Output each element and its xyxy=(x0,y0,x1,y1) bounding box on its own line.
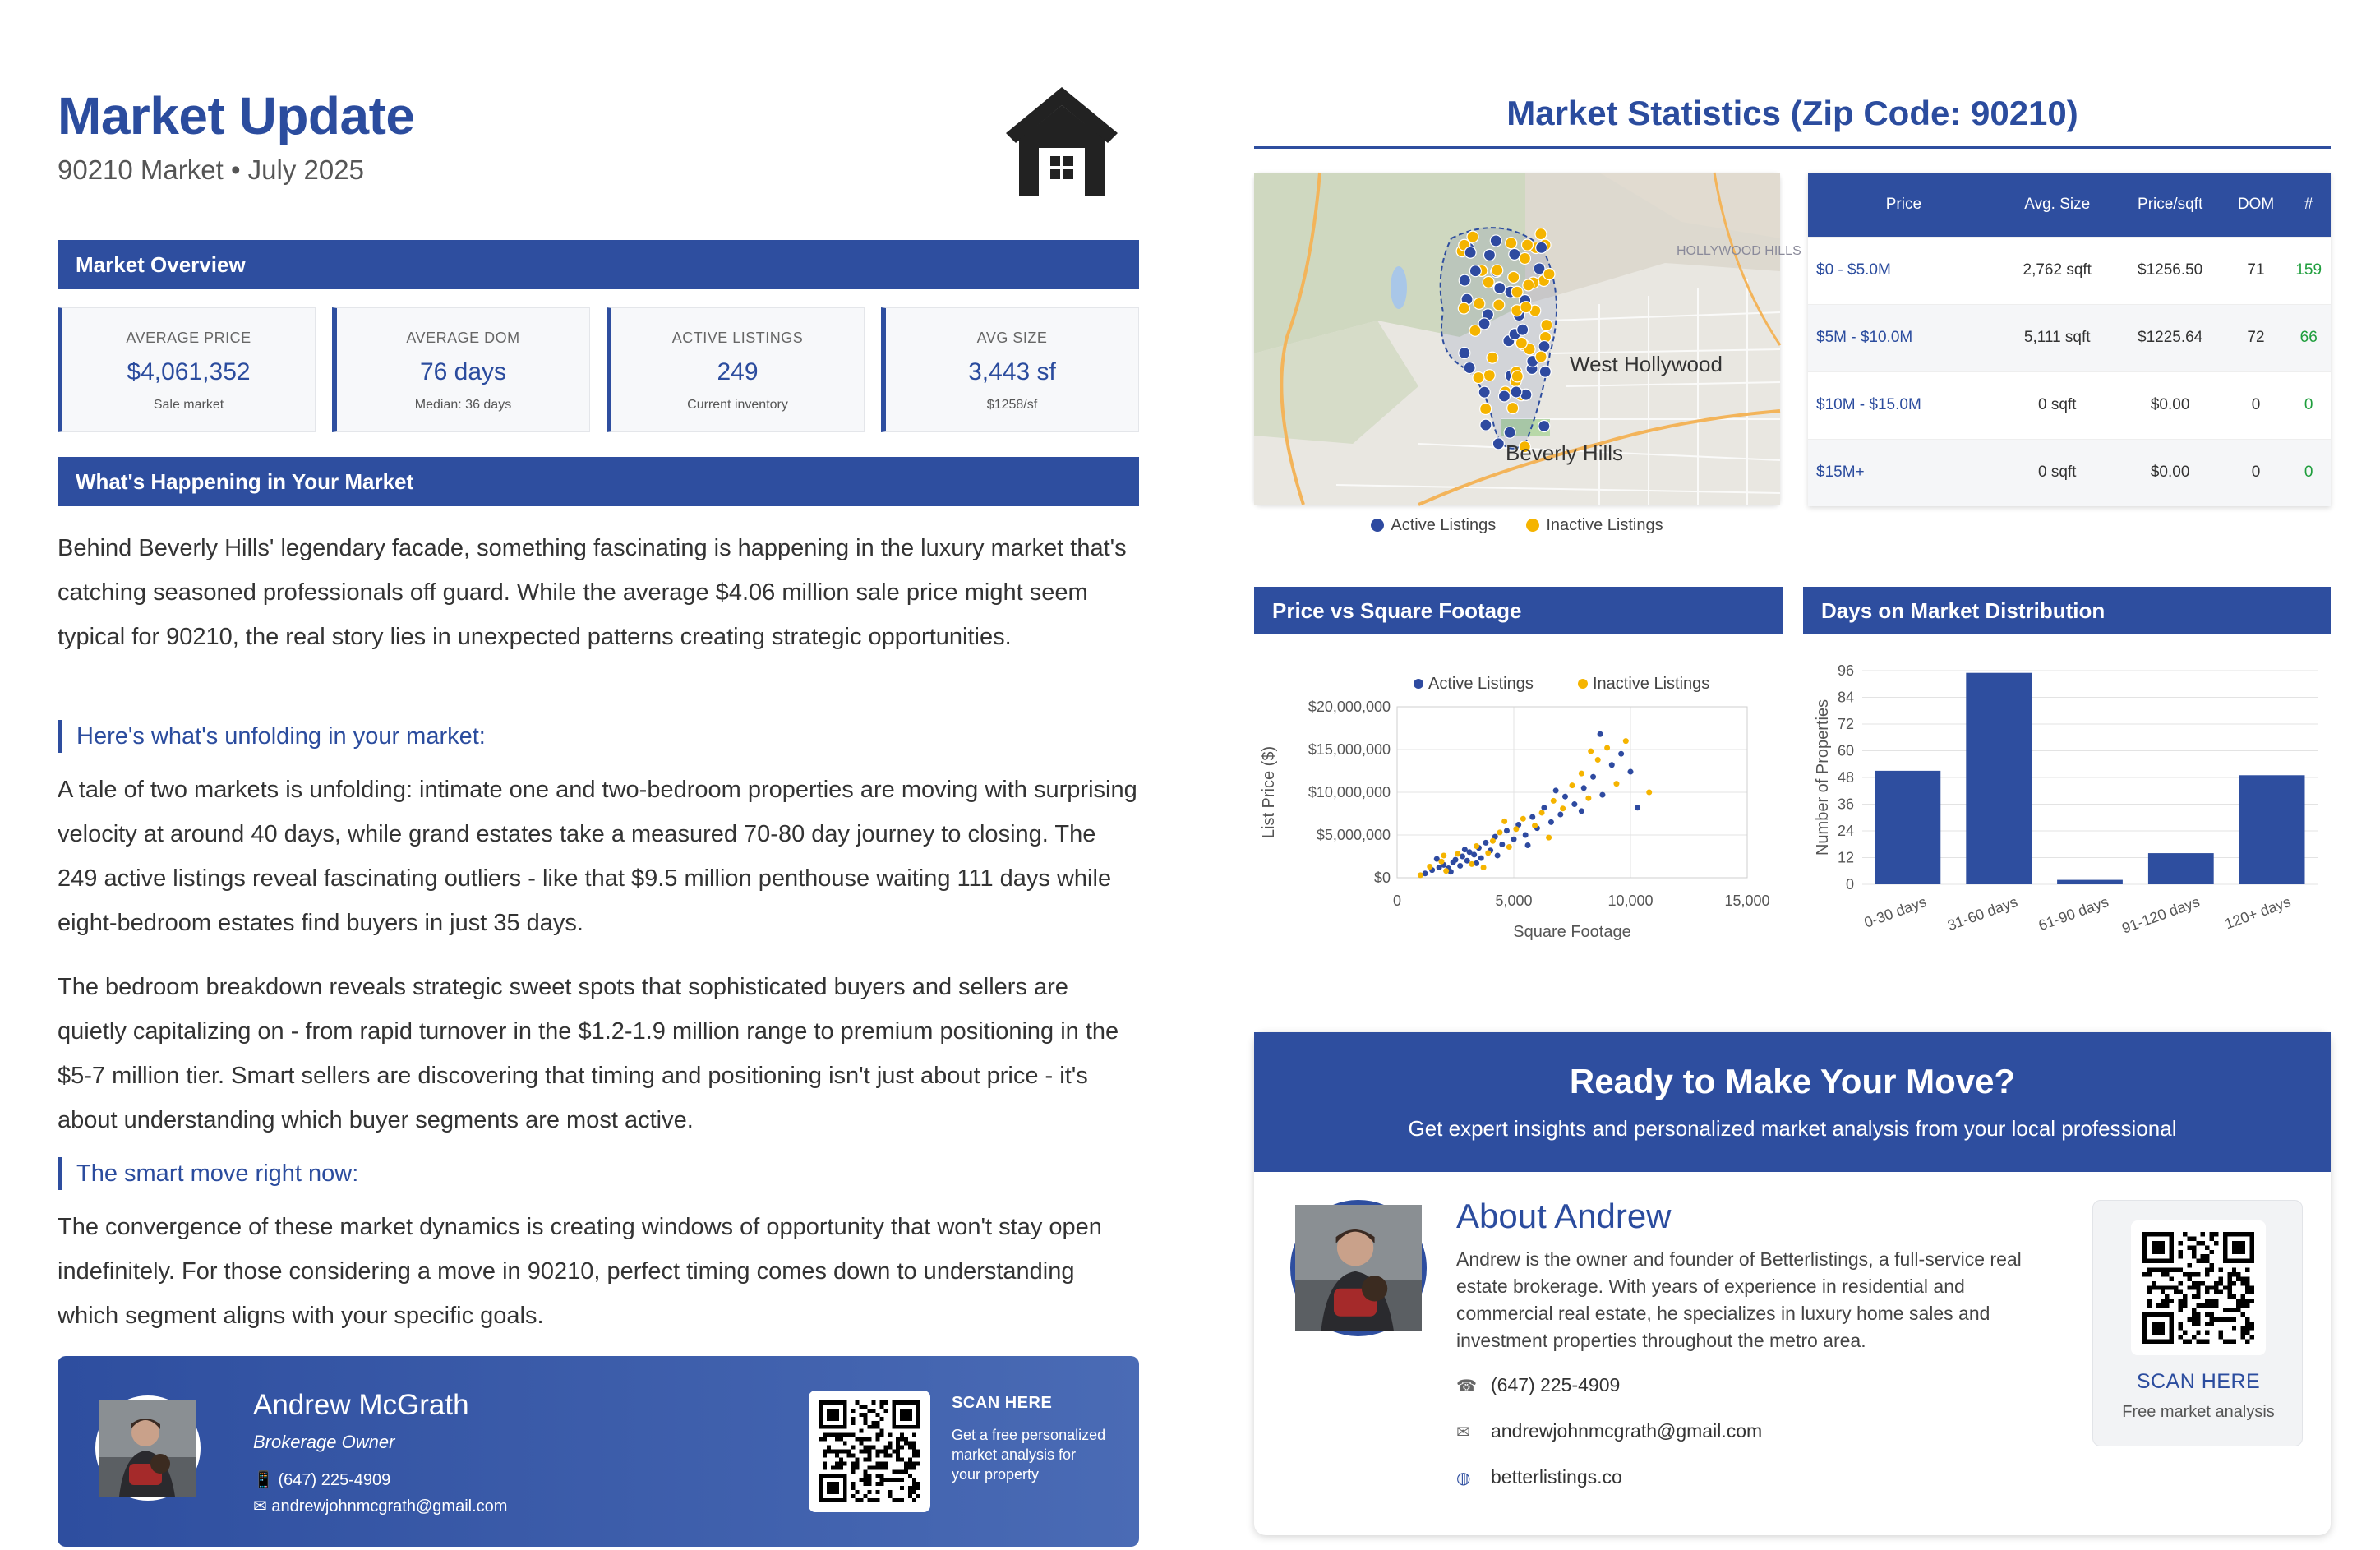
scatter-point[interactable] xyxy=(1474,843,1479,849)
scatter-point[interactable] xyxy=(1571,801,1577,807)
bar-chart-heading: Days on Market Distribution xyxy=(1803,587,2331,634)
page-title: Market Update xyxy=(58,86,415,145)
paragraph-two-markets: A tale of two markets is unfolding: intimate one and two-bedroom properties are moving with surprising velocity at around 40 days, while grand estates take a measured 70-80 day journey to closing. The 249 active listings reveal fascinating outliers - like that $9.5 million penthouse waiting 111 days while eight-bedroom estates find buyers in just 35 days. xyxy=(58,777,1137,936)
table-row xyxy=(1808,237,2331,304)
map-marker[interactable] xyxy=(1541,320,1552,331)
map-marker[interactable] xyxy=(1498,390,1510,402)
cta-card xyxy=(1254,1032,2331,1535)
scatter-point[interactable] xyxy=(1469,861,1474,867)
scatter-point[interactable] xyxy=(1628,769,1634,775)
map-marker[interactable] xyxy=(1508,271,1520,283)
x-tick-label: 31-60 days xyxy=(1945,893,2020,934)
cell-range: $15M+ xyxy=(1808,439,1999,506)
map-marker[interactable] xyxy=(1459,347,1470,358)
stat-average-dom xyxy=(332,307,590,432)
cell-price-sqft: $1256.50 xyxy=(2115,237,2225,304)
map-marker[interactable] xyxy=(1539,366,1551,377)
stat-sub: Current inventory xyxy=(687,398,788,412)
scatter-point[interactable] xyxy=(1495,852,1501,858)
map-canvas xyxy=(1254,173,1801,505)
scatter-chart-heading: Price vs Square Footage xyxy=(1254,587,1783,634)
scatter-point[interactable] xyxy=(1595,757,1601,763)
cell-dom: 72 xyxy=(2225,304,2287,371)
scatter-point[interactable] xyxy=(1485,850,1491,856)
scan-here-label: SCAN HERE xyxy=(952,1394,1053,1412)
scatter-point[interactable] xyxy=(1562,794,1568,800)
table-header-row xyxy=(1808,173,2331,237)
table-row xyxy=(1808,304,2331,371)
map-marker[interactable] xyxy=(1487,352,1498,363)
y-tick-label: 0 xyxy=(1845,876,1854,893)
cell-dom: 71 xyxy=(2225,237,2287,304)
scatter-point[interactable] xyxy=(1457,863,1463,869)
scatter-point[interactable] xyxy=(1418,872,1423,878)
col-count: # xyxy=(2286,173,2331,237)
cell-range: $5M - $10.0M xyxy=(1808,304,1999,371)
market-statistics-title: Market Statistics (Zip Code: 90210) xyxy=(1506,94,2078,132)
legend-inactive: Inactive Listings xyxy=(1546,516,1663,534)
map-marker[interactable] xyxy=(1473,372,1484,384)
y-tick-label: $5,000,000 xyxy=(1316,827,1391,843)
cta-header xyxy=(1254,1032,2331,1172)
scatter-point[interactable] xyxy=(1478,856,1484,861)
legend-active: Active Listings xyxy=(1391,516,1497,534)
agent-phone-text: (647) 225-4909 xyxy=(278,1471,391,1489)
stat-label: AVERAGE DOM xyxy=(406,330,520,346)
stat-label: AVERAGE PRICE xyxy=(126,330,251,346)
x-tick-label: 0 xyxy=(1392,893,1402,909)
scatter-point[interactable] xyxy=(1453,857,1459,863)
scan-description: Free market analysis xyxy=(2122,1403,2275,1421)
scatter-point[interactable] xyxy=(1520,816,1526,822)
col-price: Price xyxy=(1808,173,1999,237)
cell-size: 5,111 sqft xyxy=(1999,304,2115,371)
map-marker[interactable] xyxy=(1480,403,1492,414)
contact-email[interactable] xyxy=(1456,1420,1762,1442)
scatter-point[interactable] xyxy=(1438,859,1444,865)
stat-avg-size xyxy=(881,307,1139,432)
x-tick-label: 120+ days xyxy=(2222,893,2293,933)
y-tick-label: 72 xyxy=(1837,716,1854,732)
col-price-sqft: Price/sqft xyxy=(2115,173,2225,237)
scan-here-label: SCAN HERE xyxy=(2136,1370,2261,1393)
qr-code[interactable] xyxy=(2131,1220,2266,1355)
scatter-point[interactable] xyxy=(1623,738,1629,744)
cell-dom: 0 xyxy=(2225,371,2287,439)
map-marker[interactable] xyxy=(1517,324,1529,335)
x-tick-label: 61-90 days xyxy=(2036,893,2111,934)
x-tick-label: 0-30 days xyxy=(1861,893,1929,931)
legend-marker xyxy=(1414,679,1423,689)
stat-sub: Median: 36 days xyxy=(414,398,512,412)
map-marker[interactable] xyxy=(1469,265,1481,277)
scatter-point[interactable] xyxy=(1553,787,1559,793)
map-marker[interactable] xyxy=(1483,249,1495,261)
x-tick-label: 91-120 days xyxy=(2119,893,2202,937)
scatter-point[interactable] xyxy=(1441,852,1446,858)
map-marker[interactable] xyxy=(1478,318,1490,330)
house-icon xyxy=(1003,81,1121,196)
active-dot-icon xyxy=(1371,519,1384,532)
phone-icon: 📱 xyxy=(253,1471,279,1489)
scatter-point[interactable] xyxy=(1548,819,1554,825)
title-divider xyxy=(1254,146,2331,149)
scatter-point[interactable] xyxy=(1523,833,1529,838)
map-marker[interactable] xyxy=(1493,299,1505,311)
scatter-point[interactable] xyxy=(1499,842,1505,847)
scatter-point[interactable] xyxy=(1532,823,1538,828)
about-text: Andrew is the owner and founder of Betterlistings, a full-service real estate brokerage. With years of experience in residential and commercial real estate, he specializes in luxury home sales and investment properties throughout the metro area. xyxy=(1456,1248,2022,1351)
paragraph-convergence: The convergence of these market dynamics is creating windows of opportunity that won't stay open indefinitely. For those considering a move in 90210, perfect timing comes down to understanding which segment aligns with your specific goals. xyxy=(58,1214,1102,1329)
legend-label: Active Listings xyxy=(1428,675,1534,693)
cell-size: 0 sqft xyxy=(1999,439,2115,506)
map-marker[interactable] xyxy=(1464,247,1476,258)
about-avatar xyxy=(1290,1200,1427,1336)
x-axis-label: Square Footage xyxy=(1513,923,1631,941)
paragraph-bedroom-breakdown: The bedroom breakdown reveals strategic sweet spots that sophisticated buyers and sellers are quietly capitalizing on - from rapid turnover in the $1.2-1.9 million range to premium positioning in the $5-7 million tier. Smart sellers are discovering that timing and positioning isn't just about price - it's about understanding which buyer segments are most active. xyxy=(58,974,1119,1133)
scatter-point[interactable] xyxy=(1646,790,1652,796)
map-marker[interactable] xyxy=(1536,242,1547,253)
x-tick-label: 15,000 xyxy=(1724,893,1770,909)
legend-label: Inactive Listings xyxy=(1593,675,1710,693)
callout-smart-move: The smart move right now: xyxy=(58,1157,358,1190)
right-column xyxy=(1254,0,2331,1550)
scatter-point[interactable] xyxy=(1483,840,1488,846)
listings-map[interactable] xyxy=(1254,173,1801,505)
map-label-west-hollywood: West Hollywood xyxy=(1570,352,1723,376)
cell-range: $10M - $15.0M xyxy=(1808,371,1999,439)
bar[interactable] xyxy=(1966,673,2032,884)
agent-role: Brokerage Owner xyxy=(253,1432,395,1452)
y-axis-label: Number of Properties xyxy=(1814,699,1832,856)
stat-average-price xyxy=(58,307,316,432)
map-marker[interactable] xyxy=(1507,403,1519,414)
x-tick-label: 5,000 xyxy=(1495,893,1533,909)
inactive-dot-icon xyxy=(1526,519,1539,532)
stat-value: $4,061,352 xyxy=(127,358,251,385)
paragraph-intro: Behind Beverly Hills' legendary facade, something fascinating is happening in the luxury market that's catching seasoned professionals off guard. While the average $4.06 million sale price might seem typical for 90210, the real story lies in unexpected patterns creating strategic opportunities. xyxy=(58,535,1127,650)
map-marker[interactable] xyxy=(1538,341,1550,353)
cell-size: 2,762 sqft xyxy=(1999,237,2115,304)
scatter-point[interactable] xyxy=(1546,835,1552,841)
scatter-point[interactable] xyxy=(1462,847,1468,852)
legend-marker xyxy=(1578,679,1588,689)
map-marker[interactable] xyxy=(1492,265,1503,276)
y-tick-label: 84 xyxy=(1837,689,1854,706)
contact-website[interactable] xyxy=(1456,1466,1622,1488)
cell-count: 0 xyxy=(2286,371,2331,439)
map-marker[interactable] xyxy=(1520,302,1532,313)
y-tick-label: 60 xyxy=(1837,742,1854,759)
map-marker[interactable] xyxy=(1511,286,1523,298)
scatter-point[interactable] xyxy=(1560,805,1566,811)
scatter-point[interactable] xyxy=(1443,868,1449,874)
map-marker[interactable] xyxy=(1519,252,1530,264)
agent-avatar xyxy=(95,1395,201,1501)
y-tick-label: 24 xyxy=(1837,823,1854,839)
map-marker[interactable] xyxy=(1504,427,1515,438)
scatter-point[interactable] xyxy=(1504,828,1510,833)
overview-stats xyxy=(58,307,1139,432)
map-marker[interactable] xyxy=(1509,248,1520,260)
left-column xyxy=(58,0,1139,1550)
map-marker[interactable] xyxy=(1459,274,1470,286)
map-marker[interactable] xyxy=(1458,302,1469,314)
market-overview-heading: Market Overview xyxy=(58,240,1139,289)
price-range-table xyxy=(1808,173,2331,506)
cell-range: $0 - $5.0M xyxy=(1808,237,1999,304)
stat-sub: $1258/sf xyxy=(986,398,1038,412)
scatter-point[interactable] xyxy=(1588,749,1594,754)
scatter-point[interactable] xyxy=(1464,858,1470,864)
cta-title: Ready to Make Your Move? xyxy=(1569,1062,2016,1100)
scatter-point[interactable] xyxy=(1604,745,1610,750)
bar[interactable] xyxy=(2057,880,2123,884)
scatter-point[interactable] xyxy=(1557,812,1563,818)
map-marker[interactable] xyxy=(1511,371,1523,382)
map-marker[interactable] xyxy=(1483,370,1495,381)
map-marker[interactable] xyxy=(1506,238,1517,249)
cell-price-sqft: $1225.64 xyxy=(2115,304,2225,371)
map-marker[interactable] xyxy=(1535,228,1547,240)
scatter-point[interactable] xyxy=(1599,792,1605,798)
map-marker[interactable] xyxy=(1494,283,1506,294)
map-marker[interactable] xyxy=(1480,419,1492,431)
map-marker[interactable] xyxy=(1478,386,1490,398)
map-marker[interactable] xyxy=(1538,420,1550,431)
mail-icon: ✉ xyxy=(1456,1423,1470,1442)
bar[interactable] xyxy=(1875,771,1941,884)
scatter-point[interactable] xyxy=(1511,837,1517,842)
table-row xyxy=(1808,439,2331,506)
scatter-point[interactable] xyxy=(1541,805,1547,810)
scatter-point[interactable] xyxy=(1471,851,1477,857)
y-tick-label: 12 xyxy=(1837,849,1854,866)
map-label-beverly-hills: Beverly Hills xyxy=(1506,441,1624,465)
map-marker[interactable] xyxy=(1543,268,1555,279)
y-tick-label: $15,000,000 xyxy=(1308,741,1391,758)
bar[interactable] xyxy=(2239,775,2305,884)
map-marker[interactable] xyxy=(1492,438,1504,450)
y-axis-label: List Price ($) xyxy=(1260,745,1278,839)
scatter-point[interactable] xyxy=(1570,782,1575,788)
scatter-point[interactable] xyxy=(1579,771,1584,777)
map-legend xyxy=(1254,516,1780,535)
scan-box[interactable] xyxy=(2092,1200,2303,1446)
scatter-point[interactable] xyxy=(1585,796,1591,801)
contact-email-text: andrewjohnmcgrath@gmail.com xyxy=(1491,1420,1763,1442)
mail-icon: ✉ xyxy=(253,1497,272,1515)
scatter-point[interactable] xyxy=(1581,785,1587,791)
stat-sub: Sale market xyxy=(153,398,224,412)
scatter-point[interactable] xyxy=(1427,864,1432,870)
map-marker[interactable] xyxy=(1483,276,1494,288)
bar[interactable] xyxy=(2148,853,2214,884)
cell-count: 0 xyxy=(2286,439,2331,506)
stat-active-listings xyxy=(607,307,865,432)
agent-email[interactable] xyxy=(253,1496,507,1516)
contact-phone-text: (647) 225-4909 xyxy=(1491,1374,1621,1395)
scatter-point[interactable] xyxy=(1551,798,1557,804)
y-tick-label: $10,000,000 xyxy=(1308,784,1391,800)
stat-value: 249 xyxy=(717,358,759,385)
map-marker[interactable] xyxy=(1535,351,1547,362)
scatter-point[interactable] xyxy=(1529,814,1535,820)
scatter-point[interactable] xyxy=(1590,774,1596,780)
scatter-point[interactable] xyxy=(1455,851,1460,856)
cell-count: 66 xyxy=(2286,304,2331,371)
scatter-point[interactable] xyxy=(1497,829,1502,835)
scatter-point[interactable] xyxy=(1513,826,1519,832)
stat-label: ACTIVE LISTINGS xyxy=(671,330,804,346)
scatter-point[interactable] xyxy=(1490,838,1496,844)
map-marker[interactable] xyxy=(1464,362,1475,374)
cell-count: 159 xyxy=(2286,237,2331,304)
map-marker[interactable] xyxy=(1490,235,1501,247)
col-dom: DOM xyxy=(2225,173,2287,237)
scatter-point[interactable] xyxy=(1525,842,1531,848)
whats-happening-heading: What's Happening in Your Market xyxy=(58,457,1139,506)
agent-phone[interactable] xyxy=(253,1469,390,1490)
scatter-point[interactable] xyxy=(1613,781,1619,787)
scatter-point[interactable] xyxy=(1579,808,1584,814)
map-marker[interactable] xyxy=(1523,279,1534,291)
qr-code[interactable] xyxy=(809,1391,930,1512)
cta-subtitle: Get expert insights and personalized market analysis from your local professional xyxy=(1408,1116,2177,1141)
phone-icon: ☎ xyxy=(1456,1377,1477,1395)
y-tick-label: 96 xyxy=(1837,662,1854,679)
contact-website-text: betterlistings.co xyxy=(1491,1466,1622,1488)
stat-value: 76 days xyxy=(419,358,507,385)
x-tick-label: 10,000 xyxy=(1607,893,1654,909)
globe-icon: ◍ xyxy=(1456,1469,1471,1488)
price-vs-sqft-chart xyxy=(1254,657,1783,953)
map-marker[interactable] xyxy=(1521,239,1533,251)
y-tick-label: $0 xyxy=(1373,870,1391,886)
agent-name: Andrew McGrath xyxy=(253,1389,469,1421)
page-subtitle: 90210 Market • July 2025 xyxy=(58,155,364,185)
y-tick-label: $20,000,000 xyxy=(1308,699,1391,715)
scan-description: Get a free personalized market analysis for your property xyxy=(952,1427,1106,1483)
scatter-point[interactable] xyxy=(1598,731,1603,737)
scatter-point[interactable] xyxy=(1539,810,1545,815)
agent-email-text: andrewjohnmcgrath@gmail.com xyxy=(271,1497,508,1515)
scatter-point[interactable] xyxy=(1481,865,1487,870)
stat-value: 3,443 sf xyxy=(968,358,1056,385)
about-title: About Andrew xyxy=(1456,1197,1672,1235)
dom-distribution-chart xyxy=(1803,649,2331,962)
map-marker[interactable] xyxy=(1511,386,1522,398)
agent-card xyxy=(58,1356,1139,1547)
y-tick-label: 48 xyxy=(1837,769,1854,786)
scatter-point[interactable] xyxy=(1501,819,1507,824)
cell-price-sqft: $0.00 xyxy=(2115,439,2225,506)
map-marker[interactable] xyxy=(1474,298,1485,309)
callout-unfolding: Here's what's unfolding in your market: xyxy=(58,720,486,753)
scatter-point[interactable] xyxy=(1609,762,1615,768)
scatter-point[interactable] xyxy=(1635,805,1640,810)
contact-phone[interactable] xyxy=(1456,1374,1620,1396)
map-label-hollywood-hills: HOLLYWOOD HILLS xyxy=(1677,244,1801,258)
scatter-point[interactable] xyxy=(1618,751,1624,757)
scatter-point[interactable] xyxy=(1506,844,1512,850)
cell-dom: 0 xyxy=(2225,439,2287,506)
stat-label: AVG SIZE xyxy=(976,330,1048,346)
cell-size: 0 sqft xyxy=(1999,371,2115,439)
col-avg-size: Avg. Size xyxy=(1999,173,2115,237)
y-tick-label: 36 xyxy=(1837,796,1854,813)
cell-price-sqft: $0.00 xyxy=(2115,371,2225,439)
table-row xyxy=(1808,371,2331,439)
